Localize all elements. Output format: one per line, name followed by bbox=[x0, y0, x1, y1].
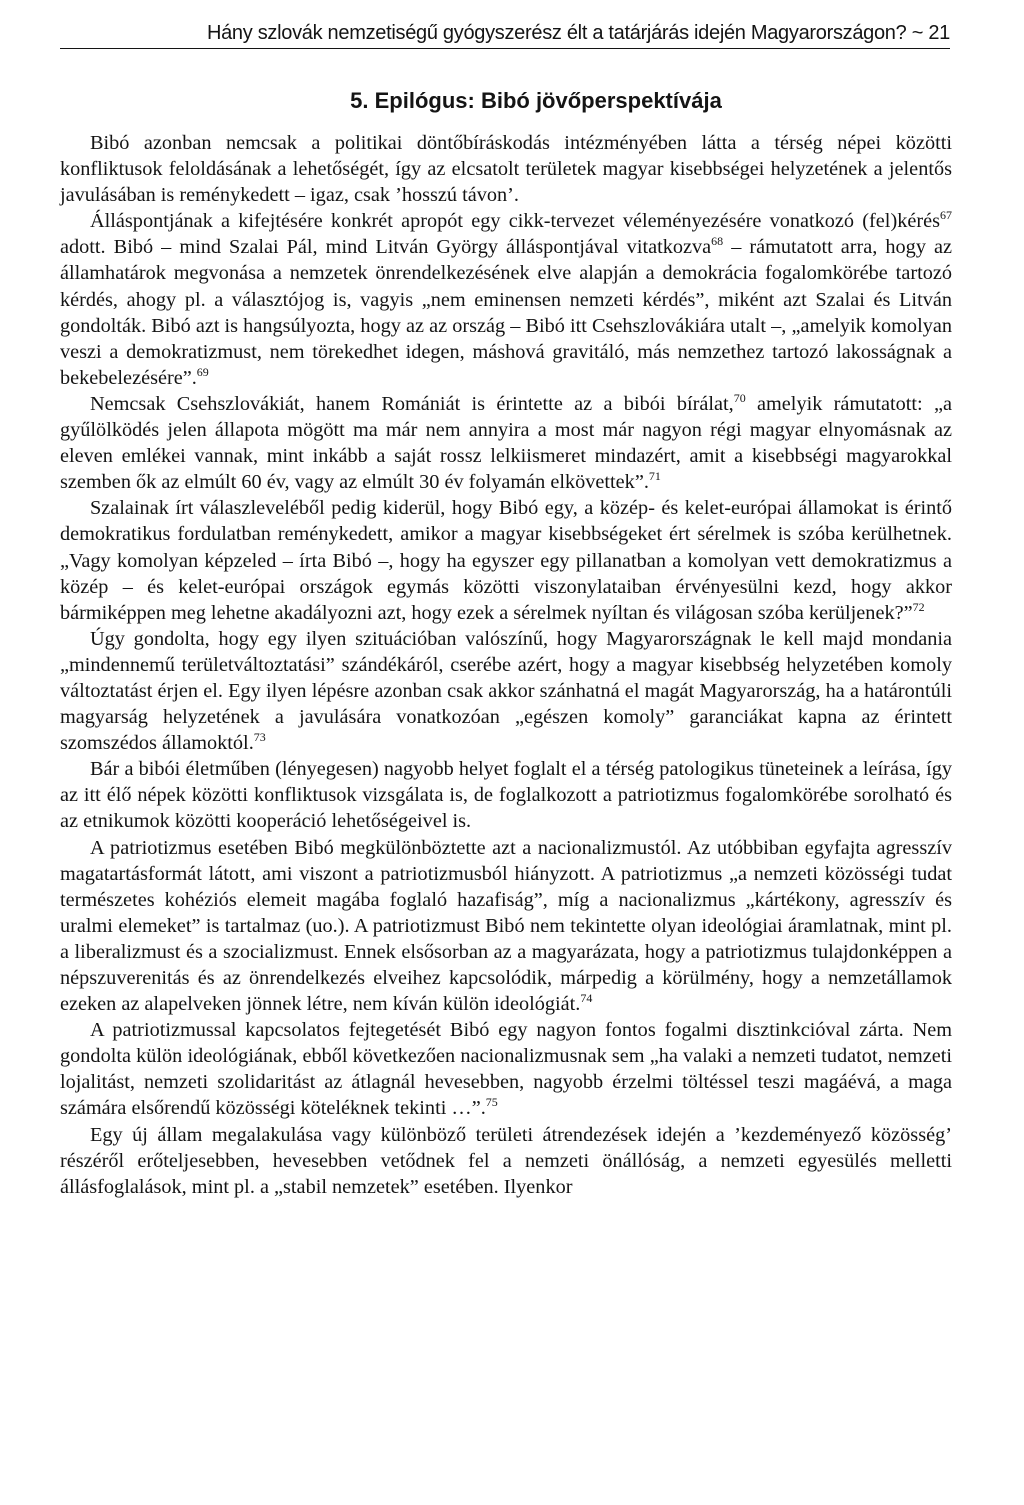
paragraph-1: Bibó azonban nemcsak a politikai döntőbíráskodás intézményében látta a térség népei közötti konfliktusok feloldásának a lehetőségét, így az elcsatolt területek magyar kisebbségei helyzetének a jelentős javulásában is reménykedett – igaz, csak ’hosszú távon’. bbox=[60, 132, 952, 207]
footnote-ref-74[interactable]: 74 bbox=[580, 991, 593, 1006]
paragraph-6: Bár a bibói életműben (lényegesen) nagyobb helyet foglalt el a térség patologikus tüneteinek a leírása, így az itt élő népek közötti konfliktusok vizsgálata is, de foglalkozott a patriotizmus fogalomkörébe sorolható és az etnikumok közötti kooperáció lehetőségeivel is. bbox=[60, 758, 952, 833]
body-text bbox=[60, 86, 952, 1200]
paragraph-2: Álláspontjának a kifejtésére konkrét apropót egy cikk-tervezet véleményezésére vonatkozó (fel)kérés$^{67}$ adott. Bibó – mind Szalai Pál, mind Litván György álláspontjával vitatkozva$^{68}$ – rámutatott arra, hogy az államhatárok megvonása a nemzetek önrendelkezésének elve alapján a demokrácia fogalomkörébe tartozó kérdés, ahogy pl. a választójog is, vagyis „nem eminensen nemzeti kérdés”, miként azt Szalai és Litván gondolták. Bibó azt is hangsúlyozta, hogy az az ország – Bibó itt Csehszlovákiára utalt –, „amelyik komolyan veszi a demokratizmust, nem törekedhet idegen, máshová gravitáló, más nemzethez tartozó lakosságnak a bekebelezésére”.$^{69}$ bbox=[60, 208, 953, 389]
running-header bbox=[60, 18, 950, 49]
running-title: Hány szlovák nemzetiségű gyógyszerész élt a tatárjárás idején Magyarországon? ~ 21 bbox=[206, 22, 950, 44]
paragraph-5: Úgy gondolta, hogy egy ilyen szituációban valószínű, hogy Magyarországnak le kell majd mondania „mindennemű területváltoztatási” szándékáról, cserébe azért, hogy a magyar kisebbség helyzetében komoly változtatást érjen el. Egy ilyen lépésre azonban csak akkor szánhatná el magát Magyarország, ha a határontúli magyarság helyzetének a javulására vonatkozóan „egészen komoly” garanciákat kapna az érintett szomszédos államoktól.$^{73}$ bbox=[60, 627, 952, 755]
footnote-ref-69[interactable]: 69 bbox=[196, 364, 209, 379]
footnote-ref-68[interactable]: 68 bbox=[711, 234, 724, 249]
paragraph-9: Egy új állam megalakulása vagy különböző területi átrendezések idején a ’kezdeményező közösség’ részéről erőteljesebben, hevesebben vetődnek fel a nemzeti önállóság, a nemzeti egyesülés melletti állásfoglalások, mint pl. a „stabil nemzetek” esetében. Ilyenkor bbox=[60, 1123, 952, 1198]
footnote-ref-70[interactable]: 70 bbox=[733, 390, 746, 405]
footnote-ref-75[interactable]: 75 bbox=[485, 1095, 498, 1110]
footnote-ref-67[interactable]: 67 bbox=[940, 208, 952, 223]
paragraph-4: Szalainak írt válaszleveléből pedig kiderül, hogy Bibó egy, a közép- és kelet-európai államokat is érintő demokratikus fordulatban reménykedett, amikor a magyar kisebbségeket ért sérelmek is szóba kerülhetnek. „Vagy komolyan képzeled – írta Bibó –, hogy ha egyszer egy pillanatban a komolyan vett demokratizmus a közép – és kelet-európai országok egymás közötti viszonylataiban érvényesülni kezd, hogy akkor bármiképpen meg lehetne akadályozni azt, hogy ezek a sérelmek nyíltan és világosan szóba kerüljenek?”$^{72}$ bbox=[60, 497, 952, 624]
footnote-ref-71[interactable]: 71 bbox=[648, 469, 661, 484]
footnote-ref-72[interactable]: 72 bbox=[912, 599, 925, 614]
paragraph-8: A patriotizmussal kapcsolatos fejtegetését Bibó egy nagyon fontos fogalmi disztinkcióval zárta. Nem gondolta külön ideológiának, ebből következően nacionalizmusnak sem „ha valaki a nemzeti tudatot, nemzeti lojalitást, nemzeti szolidaritást az átlagnál hevesebben, nagyobb érzelmi töltéssel teszi magáévá, a maga számára elsőrendű közösségi köteléknek tekinti …”.$^{75}$ bbox=[60, 1019, 952, 1120]
paragraph-7: A patriotizmus esetében Bibó megkülönböztette azt a nacionalizmustól. Az utóbbiban egyfajta agresszív magatartásformát látott, ami viszont a patriotizmusból hiányzott. A patriotizmus „a nemzeti közösségi tudat természetes kohéziós elemeit magába foglaló hazafiság”, míg a nacionalizmus „kártékony, agresszív és uralmi elemeket” is tartalmaz (uo.). A patriotizmust Bibó nem tekintette olyan ideológiai áramlatnak, mint pl. a liberalizmust és a szocializmust. Ennek elsősorban az a magyarázata, hogy a patriotizmus tulajdonképpen a népszuverenitás és az önrendelkezés elveihez kapcsolódik, márpedig a körülmény, hogy a nemzetállamok ezeken az alapelveken jönnek létre, nem kíván külön ideológiát.$^{74}$ bbox=[60, 836, 952, 1016]
footnote-ref-73[interactable]: 73 bbox=[253, 730, 266, 745]
paragraph-3: Nemcsak Csehszlovákiát, hanem Romániát is érintette az a bibói bírálat,$^{70}$ amelyik rámutatott: „a gyűlölködés jelen állapota mögött ma már nem annyira a most már nagyon régi magyar elnyomásnak az eleven emlékei vannak, mint inkább a saját rossz lelkiismeret mindazért, amit a kisebbségi magyarokkal szemben ők az elmúlt 60 év, vagy az elmúlt 30 év folyamán elkövettek”.$^{71}$ bbox=[60, 390, 952, 494]
section-title: 5. Epilógus: Bibó jövőperspektívája bbox=[350, 88, 722, 113]
